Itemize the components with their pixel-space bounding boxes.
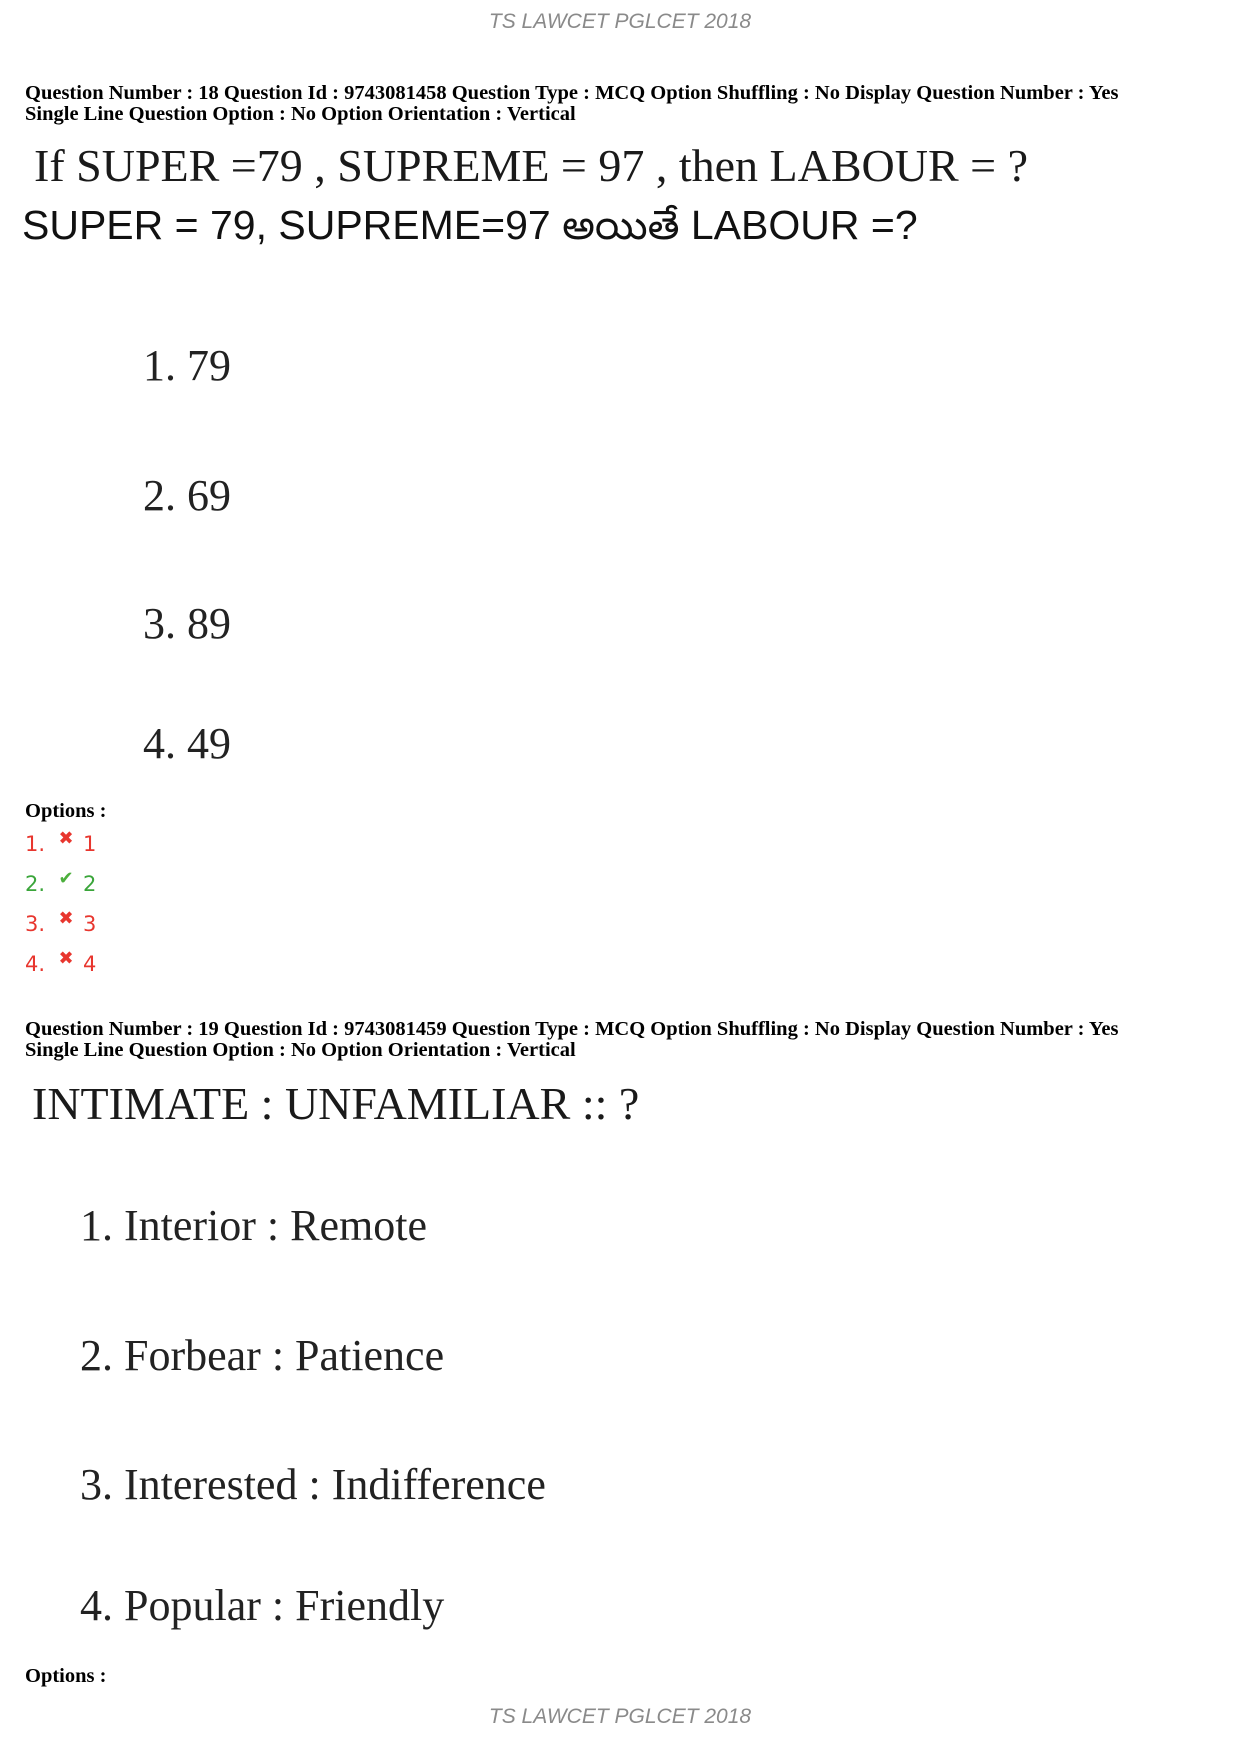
q19-choice-2: 2. Forbear : Patience [80, 1331, 445, 1380]
q18-answer-2 [25, 867, 97, 896]
q18-choice-2: 2. 69 [143, 471, 231, 520]
answer-value: 1 [83, 832, 97, 856]
q18-answer-4 [25, 947, 97, 976]
answer-value: 3 [83, 912, 97, 936]
q18-answer-3 [25, 907, 97, 936]
q18-choice-4: 4. 49 [143, 719, 231, 768]
q18-question-english: If SUPER =79 , SUPREME = 97 , then LABOUR = ? [34, 140, 1029, 191]
running-header: TS LAWCET PGLCET 2018 [488, 10, 752, 33]
answer-number: 2. [25, 872, 46, 896]
check-icon: ✔ [58, 867, 74, 889]
q18-meta-line-2: Single Line Question Option : No Option Orientation : Vertical [25, 103, 576, 125]
cross-icon: ✖ [58, 827, 74, 849]
q19-choice-1: 1. Interior : Remote [80, 1201, 428, 1250]
q18-meta-line-1: Question Number : 18 Question Id : 9743081458 Question Type : MCQ Option Shuffling : No Display Question Number : Yes [25, 82, 1119, 104]
answer-value: 2 [83, 872, 97, 896]
answer-value: 4 [83, 952, 97, 976]
q18-options-label: Options : [25, 800, 107, 822]
q18-answer-1 [25, 827, 97, 856]
q19-meta-line-1: Question Number : 19 Question Id : 9743081459 Question Type : MCQ Option Shuffling : No Display Question Number : Yes [25, 1018, 1119, 1040]
running-footer: TS LAWCET PGLCET 2018 [488, 1705, 752, 1728]
q18-choice-1: 1. 79 [143, 341, 231, 390]
cross-icon: ✖ [58, 907, 74, 929]
cross-icon: ✖ [58, 947, 74, 969]
answer-number: 4. [25, 952, 46, 976]
q19-choice-3: 3. Interested : Indifference [80, 1460, 546, 1509]
q18-question-telugu: SUPER = 79, SUPREME=97 అయితే LABOUR =? [22, 202, 918, 248]
q19-question-english: INTIMATE : UNFAMILIAR :: ? [32, 1078, 640, 1129]
q19-meta-line-2: Single Line Question Option : No Option Orientation : Vertical [25, 1039, 576, 1061]
answer-number: 3. [25, 912, 46, 936]
q19-choice-4: 4. Popular : Friendly [80, 1581, 445, 1630]
q19-options-label: Options : [25, 1665, 107, 1687]
q18-choice-3: 3. 89 [143, 599, 231, 648]
answer-number: 1. [25, 832, 46, 856]
